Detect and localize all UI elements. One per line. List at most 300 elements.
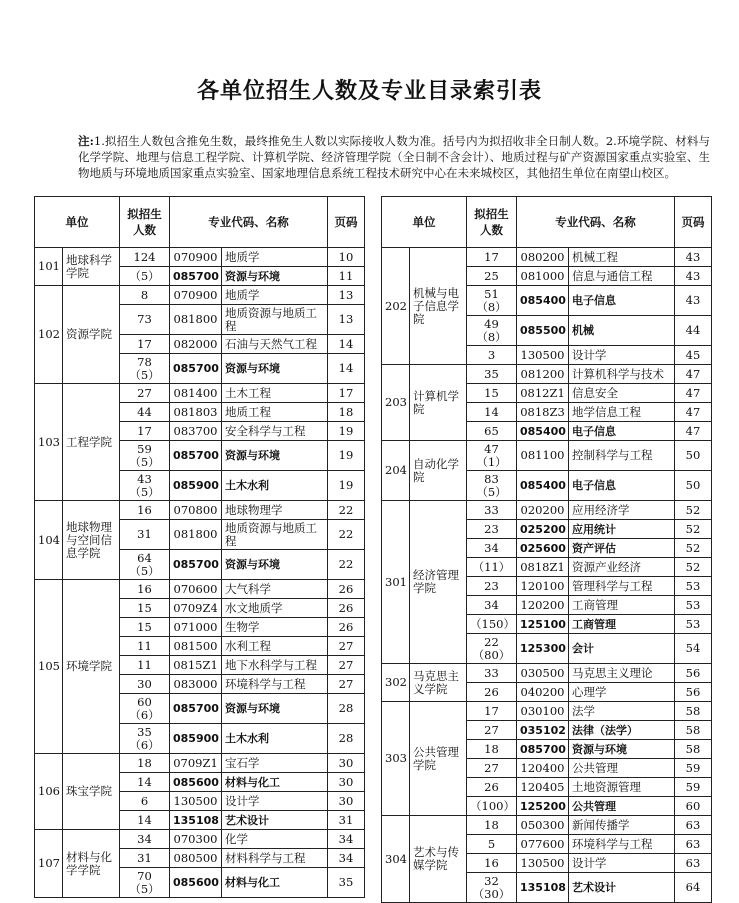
major-name: 大气科学 [222,580,328,599]
enroll-count [467,615,517,634]
enroll-total: 31 [137,850,152,865]
page-number: 56 [675,683,712,702]
enroll-count [120,248,170,267]
major-name: 设计学 [569,854,675,873]
table-row [35,248,365,267]
enroll-total: 73 [137,312,152,326]
enroll-count [120,403,170,422]
major-code: 085400 [517,471,569,501]
enroll-parttime: （6） [129,737,160,752]
major-name: 管理科学与工程 [569,577,675,596]
major-name: 土地资源管理 [569,778,675,797]
major-code: 085700 [170,694,222,724]
enroll-total: 14 [137,812,152,827]
unit-name: 珠宝学院 [63,754,120,830]
enroll-total: 15 [484,385,499,400]
enroll-count [120,471,170,501]
enroll-total: 16 [137,581,152,596]
enroll-total: 33 [484,665,499,680]
enroll-count [467,577,517,596]
enroll-total: 43 [137,471,152,486]
page-number: 47 [675,422,712,441]
enroll-count [120,384,170,403]
unit-code: 101 [35,248,63,286]
major-name: 应用经济学 [569,501,675,520]
major-name: 机械 [569,316,675,346]
major-code: 070300 [170,830,222,849]
unit-name: 地球科学学院 [63,248,120,286]
page-number: 26 [328,599,365,618]
enroll-parttime: （6） [129,707,160,722]
enroll-total: 16 [137,502,152,517]
page-number: 44 [675,316,712,346]
enroll-count [120,354,170,384]
unit-code: 202 [382,248,410,365]
page-number: 60 [675,797,712,816]
major-name: 材料与化工 [222,773,328,792]
enroll-total: 27 [484,760,499,775]
unit-name: 环境学院 [63,580,120,754]
enroll-count [467,596,517,615]
enroll-total: 49 [484,316,499,331]
enroll-count [467,316,517,346]
major-code: 085700 [170,550,222,580]
enroll-count [120,694,170,724]
major-code: 085600 [170,868,222,898]
enroll-count [120,580,170,599]
major-name: 土木工程 [222,384,328,403]
major-name: 机械工程 [569,248,675,267]
enroll-count [467,248,517,267]
major-code: 070900 [170,248,222,267]
enroll-count [120,830,170,849]
table-row [35,286,365,305]
page-number: 30 [328,792,365,811]
enroll-parttime: （5） [129,367,160,382]
major-name: 公共管理 [569,797,675,816]
enroll-count [120,792,170,811]
page-number: 31 [328,811,365,830]
major-name: 资源与环境 [222,267,328,286]
enroll-count [467,634,517,664]
enroll-total: 18 [484,741,499,756]
enroll-total: 31 [137,527,152,541]
enroll-parttime: （80） [472,647,511,662]
enroll-total: （5） [129,268,160,283]
unit-name: 计算机学院 [410,365,467,441]
major-code: 030500 [517,664,569,683]
enroll-count [120,305,170,335]
page-number: 27 [328,675,365,694]
major-code: 081400 [170,384,222,403]
major-code: 135108 [170,811,222,830]
enroll-count [467,702,517,721]
page-number: 26 [328,618,365,637]
table-row [35,830,365,849]
enroll-count [467,683,517,702]
enroll-count [467,471,517,501]
enroll-count [467,835,517,854]
page-number: 63 [675,816,712,835]
page-number: 50 [675,441,712,471]
enroll-total: 15 [137,600,152,615]
major-code: 0815Z1 [170,656,222,675]
page-number: 27 [328,656,365,675]
page-number: 52 [675,558,712,577]
major-name: 电子信息 [569,471,675,501]
major-code: 077600 [517,835,569,854]
major-code: 081100 [517,441,569,471]
major-name: 地质资源与地质工程 [222,520,328,550]
enroll-total: （100） [470,798,515,813]
major-code: 085700 [170,354,222,384]
page-number: 10 [328,248,365,267]
enroll-count [467,539,517,558]
major-code: 081800 [170,305,222,335]
major-code: 070600 [170,580,222,599]
enroll-count [467,854,517,873]
enroll-total: 23 [484,578,499,593]
major-name: 地下水科学与工程 [222,656,328,675]
enroll-total: 124 [133,249,156,264]
page-number: 19 [328,471,365,501]
major-name: 马克思主义理论 [569,664,675,683]
table-row [382,702,712,721]
unit-name: 艺术与传媒学院 [410,816,467,903]
unit-code: 104 [35,501,63,580]
page-number: 53 [675,596,712,615]
major-code: 0709Z1 [170,754,222,773]
enroll-count [467,778,517,797]
page-number: 52 [675,501,712,520]
enroll-count [467,441,517,471]
enroll-count [120,773,170,792]
enroll-count [120,754,170,773]
major-name: 法律（法学） [569,721,675,740]
enroll-total: 17 [137,423,152,438]
major-code: 035102 [517,721,569,740]
major-name: 艺术设计 [222,811,328,830]
note-text: 1.拟招生人数包含推免生数，最终推免生人数以实际接收人数为准。括号内为拟招收非全日制人数。2.环境学院、材料与化学学院、地理与信息工程学院、计算机学院、经济管理学院（全日制不含会计）、地质过程与矿产资源国家重点实验室、生物地质与环境地质国家重点实验室、国家地理信息系统工程技术研究中心在未来城校区，其他招生单位在南望山校区。 [78,134,710,180]
page-title: 各单位招生人数及专业目录索引表 [196,79,542,104]
enroll-parttime: （30） [472,886,511,901]
major-code: 085900 [170,724,222,754]
unit-name: 工程学院 [63,384,120,501]
enroll-count [120,849,170,868]
major-code: 085500 [517,316,569,346]
header-enroll-line1: 拟招生 [127,207,162,221]
major-code: 025200 [517,520,569,539]
enroll-total: 8 [140,287,149,302]
major-name: 设计学 [569,346,675,365]
unit-name: 地球物理与空间信息学院 [63,501,120,580]
enroll-total: 32 [484,873,499,888]
page-number: 45 [675,346,712,365]
major-name: 地质学 [222,248,328,267]
enroll-total: 5 [487,836,496,851]
page-number: 14 [328,335,365,354]
unit-code: 303 [382,702,410,816]
major-code: 082000 [170,335,222,354]
table-row [35,384,365,403]
enroll-total: 17 [484,703,499,718]
major-code: 085400 [517,422,569,441]
enroll-total: 35 [137,724,152,739]
major-name: 会计 [569,634,675,664]
enroll-count [467,403,517,422]
page-number: 47 [675,365,712,384]
major-name: 控制科学与工程 [569,441,675,471]
enroll-total: 15 [137,619,152,634]
enroll-total: 17 [137,336,152,351]
enroll-count [467,267,517,286]
enroll-total: 14 [484,404,499,419]
enroll-total: 16 [484,855,499,870]
major-name: 资源与环境 [222,550,328,580]
major-code: 020200 [517,501,569,520]
enroll-count [467,346,517,365]
enroll-count [120,637,170,656]
unit-name: 机械与电子信息学院 [410,248,467,365]
major-code: 025600 [517,539,569,558]
major-code: 125300 [517,634,569,664]
table-row [382,501,712,520]
enroll-count [120,335,170,354]
unit-code: 302 [382,664,410,702]
unit-code: 105 [35,580,63,754]
major-name: 地质学 [222,286,328,305]
index-table-right [381,196,712,903]
major-name: 资源与环境 [222,354,328,384]
major-code: 0812Z1 [517,384,569,403]
page-number: 53 [675,615,712,634]
major-name: 设计学 [222,792,328,811]
major-name: 信息安全 [569,384,675,403]
unit-code: 304 [382,816,410,903]
enroll-total: 26 [484,684,499,699]
major-code: 085700 [517,740,569,759]
enroll-count [467,759,517,778]
major-name: 资源产业经济 [569,558,675,577]
page-number: 52 [675,539,712,558]
enroll-count [467,873,517,903]
major-name: 资源与环境 [222,694,328,724]
enroll-total: 18 [137,755,152,770]
page-number: 34 [328,830,365,849]
major-code: 070800 [170,501,222,520]
enroll-total: 34 [484,540,499,555]
enroll-total: 6 [140,793,149,808]
unit-code: 107 [35,830,63,898]
major-name: 应用统计 [569,520,675,539]
major-name: 材料与化工 [222,868,328,898]
enroll-count [467,558,517,577]
index-table-left [34,196,365,898]
major-code: 130500 [517,346,569,365]
enroll-parttime: （1） [476,454,507,469]
enroll-parttime: （5） [476,484,507,499]
major-name: 生物学 [222,618,328,637]
enroll-total: 23 [484,521,499,536]
major-code: 085900 [170,471,222,501]
major-name: 计算机科学与技术 [569,365,675,384]
enroll-total: 33 [484,502,499,517]
page-number: 22 [328,501,365,520]
header-major: 专业代码、名称 [517,197,675,248]
major-name: 材料科学与工程 [222,849,328,868]
page-number: 63 [675,835,712,854]
page-number: 56 [675,664,712,683]
enroll-total: 27 [484,722,499,737]
major-name: 石油与天然气工程 [222,335,328,354]
major-code: 120400 [517,759,569,778]
enroll-total: 34 [484,597,499,612]
note-paragraph [78,133,710,181]
note-label: 注: [78,134,94,148]
enroll-total: 51 [484,286,499,301]
page-number: 28 [328,694,365,724]
enroll-total: 59 [137,441,152,456]
header-enroll-line2: 人数 [480,223,503,237]
unit-name: 公共管理学院 [410,702,467,816]
enroll-total: （150） [470,616,515,631]
enroll-total: 30 [137,676,152,691]
major-name: 地质工程 [222,403,328,422]
major-name: 资产评估 [569,539,675,558]
enroll-count [467,797,517,816]
enroll-total: 11 [137,657,152,672]
enroll-count [120,422,170,441]
major-name: 土木水利 [222,724,328,754]
enroll-count [467,501,517,520]
enroll-count [120,267,170,286]
table-row [382,248,712,267]
major-code: 080500 [170,849,222,868]
enroll-total: 27 [137,385,152,400]
enroll-count [120,550,170,580]
page-number: 58 [675,740,712,759]
major-code: 0818Z1 [517,558,569,577]
major-name: 宝石学 [222,754,328,773]
major-code: 130500 [170,792,222,811]
table-row [382,816,712,835]
unit-code: 203 [382,365,410,441]
page-number: 43 [675,286,712,316]
enroll-count [467,365,517,384]
enroll-count [467,384,517,403]
enroll-count [120,656,170,675]
major-code: 125100 [517,615,569,634]
enroll-total: 22 [484,634,499,649]
major-code: 120200 [517,596,569,615]
major-name: 环境科学与工程 [222,675,328,694]
header-enroll [120,197,170,248]
page-number: 13 [328,305,365,335]
page-number: 52 [675,520,712,539]
enroll-count [467,286,517,316]
major-code: 080200 [517,248,569,267]
major-name: 艺术设计 [569,873,675,903]
major-name: 公共管理 [569,759,675,778]
enroll-count [120,501,170,520]
enroll-parttime: （5） [129,563,160,578]
major-name: 资源与环境 [222,441,328,471]
major-code: 070900 [170,286,222,305]
enroll-count [467,816,517,835]
major-code: 081803 [170,403,222,422]
enroll-parttime: （5） [129,881,160,896]
enroll-parttime: （8） [476,329,507,344]
page-number: 34 [328,849,365,868]
enroll-count [120,599,170,618]
enroll-total: 60 [137,694,152,709]
major-code: 120405 [517,778,569,797]
unit-code: 204 [382,441,410,501]
enroll-count [467,740,517,759]
enroll-count [120,286,170,305]
enroll-parttime: （5） [129,484,160,499]
major-name: 土木水利 [222,471,328,501]
table-row [382,365,712,384]
enroll-count [120,520,170,550]
table-row [382,441,712,471]
unit-code: 106 [35,754,63,830]
page-number: 28 [328,724,365,754]
header-enroll-line2: 人数 [133,223,156,237]
major-code: 081500 [170,637,222,656]
page-number: 11 [328,267,365,286]
major-code: 130500 [517,854,569,873]
page-number: 47 [675,384,712,403]
unit-name: 自动化学院 [410,441,467,501]
page-number: 43 [675,248,712,267]
major-code: 085700 [170,267,222,286]
enroll-count [120,724,170,754]
unit-name: 资源学院 [63,286,120,384]
enroll-total: 65 [484,423,499,438]
major-name: 地质资源与地质工程 [222,305,328,335]
enroll-total: 26 [484,779,499,794]
enroll-parttime: （8） [476,299,507,314]
major-name: 环境科学与工程 [569,835,675,854]
page-number: 18 [328,403,365,422]
enroll-count [120,675,170,694]
table-row [382,664,712,683]
unit-name: 马克思主义学院 [410,664,467,702]
page-number: 27 [328,637,365,656]
unit-code: 301 [382,501,410,664]
enroll-total: 17 [484,249,499,264]
header-page: 页码 [675,197,712,248]
unit-name: 材料与化学学院 [63,830,120,898]
page-number: 54 [675,634,712,664]
major-code: 081000 [517,267,569,286]
enroll-count [467,422,517,441]
major-code: 071000 [170,618,222,637]
page-number: 59 [675,778,712,797]
page-number: 19 [328,422,365,441]
major-name: 地球物理学 [222,501,328,520]
page-number: 13 [328,286,365,305]
major-name: 电子信息 [569,286,675,316]
major-code: 050300 [517,816,569,835]
page-number: 58 [675,721,712,740]
page-number: 30 [328,754,365,773]
enroll-count [120,868,170,898]
enroll-count [467,664,517,683]
page-number: 58 [675,702,712,721]
header-enroll-line1: 拟招生 [474,207,509,221]
